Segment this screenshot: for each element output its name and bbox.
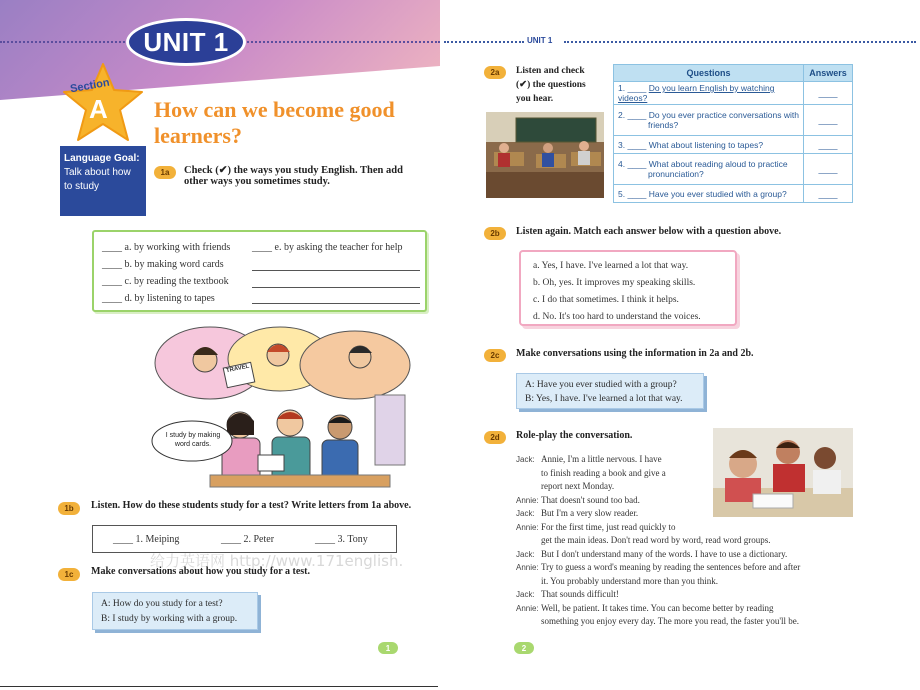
question-num: 1. [618,83,626,93]
line-text: get the main ideas. Don't read word by word, read word groups. [541,535,771,545]
line-text: For the first time, just read quickly to [541,521,676,532]
line-text: report next Monday. [541,481,615,491]
student-peter[interactable]: ____ 2. Peter [221,534,275,545]
badge-2c: 2c [484,349,506,362]
question-num: 3. [618,139,626,150]
write-line[interactable] [252,303,420,304]
question-row-4[interactable]: 4. ____ What about reading aloud to practice pronunciation? [614,154,804,185]
speaker-label: Annie: [516,563,539,572]
section-letter: A [89,94,108,124]
language-goal-box [60,146,146,216]
item-label: d. by listening to tapes [124,293,215,304]
line-text: it. You probably understand more than you think. [541,575,718,586]
checklist-item-b[interactable] [102,256,224,273]
checklist-item-e[interactable] [252,239,403,256]
badge-1a: 1a [154,166,176,179]
page-number-right: 2 [514,642,534,654]
conversation-1c [92,592,258,630]
checklist-box [92,230,427,312]
line-text: Try to guess a word's meaning by reading the sentences before and after [541,562,801,572]
instruction-2a-line2: (✔) the questions [516,80,586,90]
blank[interactable]: ____ [252,242,272,253]
speaker-label: Jack: [516,509,535,518]
instruction-2a [516,64,586,106]
question-row-1[interactable]: 1. ____ Do you learn English by watching videos? [614,82,804,105]
speech-bubble-text: I study by making word cards. [165,432,221,448]
answer-b: b. Oh, yes. It improves my speaking skills. [533,278,696,288]
dialogue-2d [516,453,861,629]
answer-cell-4[interactable]: ____ [804,154,853,185]
answer-cell-3[interactable]: ____ [804,136,853,154]
line-text: to finish reading a book and give a [541,467,666,478]
conv-1c-b: B: I study by working with a group. [101,614,238,624]
answer-cell-5[interactable]: ____ [804,185,853,203]
dialogue-line [516,588,861,602]
instruction-2a-line1: Listen and check [516,66,585,76]
exercise-1b [58,500,433,511]
watermark: 给力英语网 http://www.171english. [150,552,404,570]
right-dotted-rule-b [564,41,916,43]
conv-2c-b: B: Yes, I have. I've learned a lot that way. [525,394,683,404]
page-title [154,97,434,149]
line-text: But I'm a very slow reader. [541,508,639,518]
title-line2: learners? [154,123,242,148]
question-text: What about listening to tapes? [648,139,764,150]
dialogue-line [516,602,861,616]
language-goal-text2: to study [64,181,100,192]
blank[interactable]: ____ [102,293,122,304]
dialogue-line [516,548,861,562]
dialogue-line [516,521,861,535]
left-bottom-rule [0,686,438,687]
blank[interactable]: ____ [102,276,122,287]
dialogue-line [516,534,861,548]
item-label: e. by asking the teacher for help [274,242,403,253]
answer-cell-2[interactable]: ____ [804,105,853,136]
instruction-1a-line2: other ways you sometimes study. [184,176,330,187]
speaker-label: Annie: [516,495,539,505]
item-label: a. by working with friends [124,242,231,253]
travel-sign: TRAVEL [225,363,250,375]
checklist-item-a[interactable] [102,239,230,256]
badge-1c: 1c [58,568,80,581]
unit-badge [126,18,246,66]
instruction-2d: Role-play the conversation. [516,430,633,441]
question-row-2[interactable]: 2. ____ Do you ever practice conversations with friends? [614,105,804,136]
unit-label: UNIT 1 [143,26,229,57]
write-line[interactable] [252,287,420,288]
blank[interactable]: ____ [102,242,122,253]
line-text: Well, be patient. It takes time. You can become better by reading [541,602,774,613]
language-goal-text1: Talk about how [64,167,131,178]
dialogue-line [516,494,861,508]
title-line1: How can we become good [154,97,395,122]
language-goal-label: Language Goal: [64,153,140,164]
answers-box [519,250,737,326]
section-word: Section [69,76,111,96]
conv-1c-a: A: How do you study for a test? [101,599,223,609]
speaker-label: Jack: [516,549,535,559]
line-text: But I don't understand many of the words. I have to use a dictionary. [541,548,788,559]
item-label: c. by reading the textbook [124,276,229,287]
answer-d: d. No. It's too hard to understand the voices. [533,312,701,322]
item-label: b. by making word cards [124,259,224,270]
dialogue-line [516,467,861,481]
instruction-1b: Listen. How do these students study for a test? Write letters from 1a above. [91,500,412,511]
question-num: 5. [618,188,626,199]
speaker-label: Annie: [516,522,539,532]
speaker-label: Annie: [516,603,539,613]
write-line[interactable] [252,270,420,271]
right-unit-label: UNIT 1 [527,36,553,45]
header-answers: Answers [804,65,853,82]
page-number-left: 1 [378,642,398,654]
question-num: 4. [618,159,626,169]
badge-1b: 1b [58,502,80,515]
badge-2d: 2d [484,431,506,444]
line-text: something you enjoy every day. The more you read, the faster you'll be. [541,616,800,626]
answer-a: a. Yes, I have. I've learned a lot that way. [533,261,689,271]
instruction-2c: Make conversations using the information in 2a and 2b. [516,348,754,359]
checklist-item-d[interactable] [102,290,215,307]
questions-table [613,64,853,203]
dialogue-line [516,575,861,589]
checklist-item-c[interactable] [102,273,229,290]
badge-2b: 2b [484,227,506,240]
answer-c: c. I do that sometimes. I think it helps. [533,295,679,305]
student-meiping[interactable]: ____ 1. Meiping [113,534,180,545]
speaker-label: Jack: [516,455,535,464]
speaker-label: Jack: [516,590,535,599]
dialogue-line [516,561,861,575]
header-questions: Questions [614,65,804,82]
dialogue-line [516,507,861,521]
instruction-1c: Make conversations about how you study for a test. [91,566,310,577]
question-text: Do you ever practice conversations with [648,110,799,120]
question-text-2: pronunciation? [648,169,704,179]
classroom-photo [486,112,604,198]
students-illustration [150,325,415,490]
exercise-1c [58,566,433,577]
conv-2c-a: A: Have you ever studied with a group? [525,380,677,390]
dialogue-line [516,480,861,494]
question-row-3[interactable]: 3. ____ What about listening to tapes? [614,136,804,154]
question-text: Have you ever studied with a group? [648,188,787,199]
instruction-2a-line3: you hear. [516,94,554,104]
line-text: Annie, I'm a little nervous. I have [541,454,662,464]
instruction-1a-line1: Check (✔) the ways you study English. Then add [184,165,403,176]
student-tony[interactable]: ____ 3. Tony [315,534,368,545]
question-row-5[interactable]: 5. ____ Have you ever studied with a group? [614,185,804,203]
line-text: That doesn't sound too bad. [541,494,640,505]
conversation-2c [516,373,704,409]
blank[interactable]: ____ [102,259,122,270]
answer-cell-1[interactable]: ____ [804,82,853,105]
instruction-2b: Listen again. Match each answer below with a question above. [516,226,782,237]
dialogue-line [516,453,716,467]
question-text-2: friends? [648,120,679,130]
dialogue-line [516,615,861,629]
badge-2a: 2a [484,66,506,79]
line-text: That sounds difficult! [541,589,619,599]
exercise-1a [154,164,434,187]
students-answer-box [92,525,397,553]
question-num: 2. [618,110,626,120]
question-text: What about reading aloud to practice [648,159,788,169]
right-dotted-rule-a [444,41,524,43]
question-text: Do you learn English by watching videos? [618,83,775,103]
